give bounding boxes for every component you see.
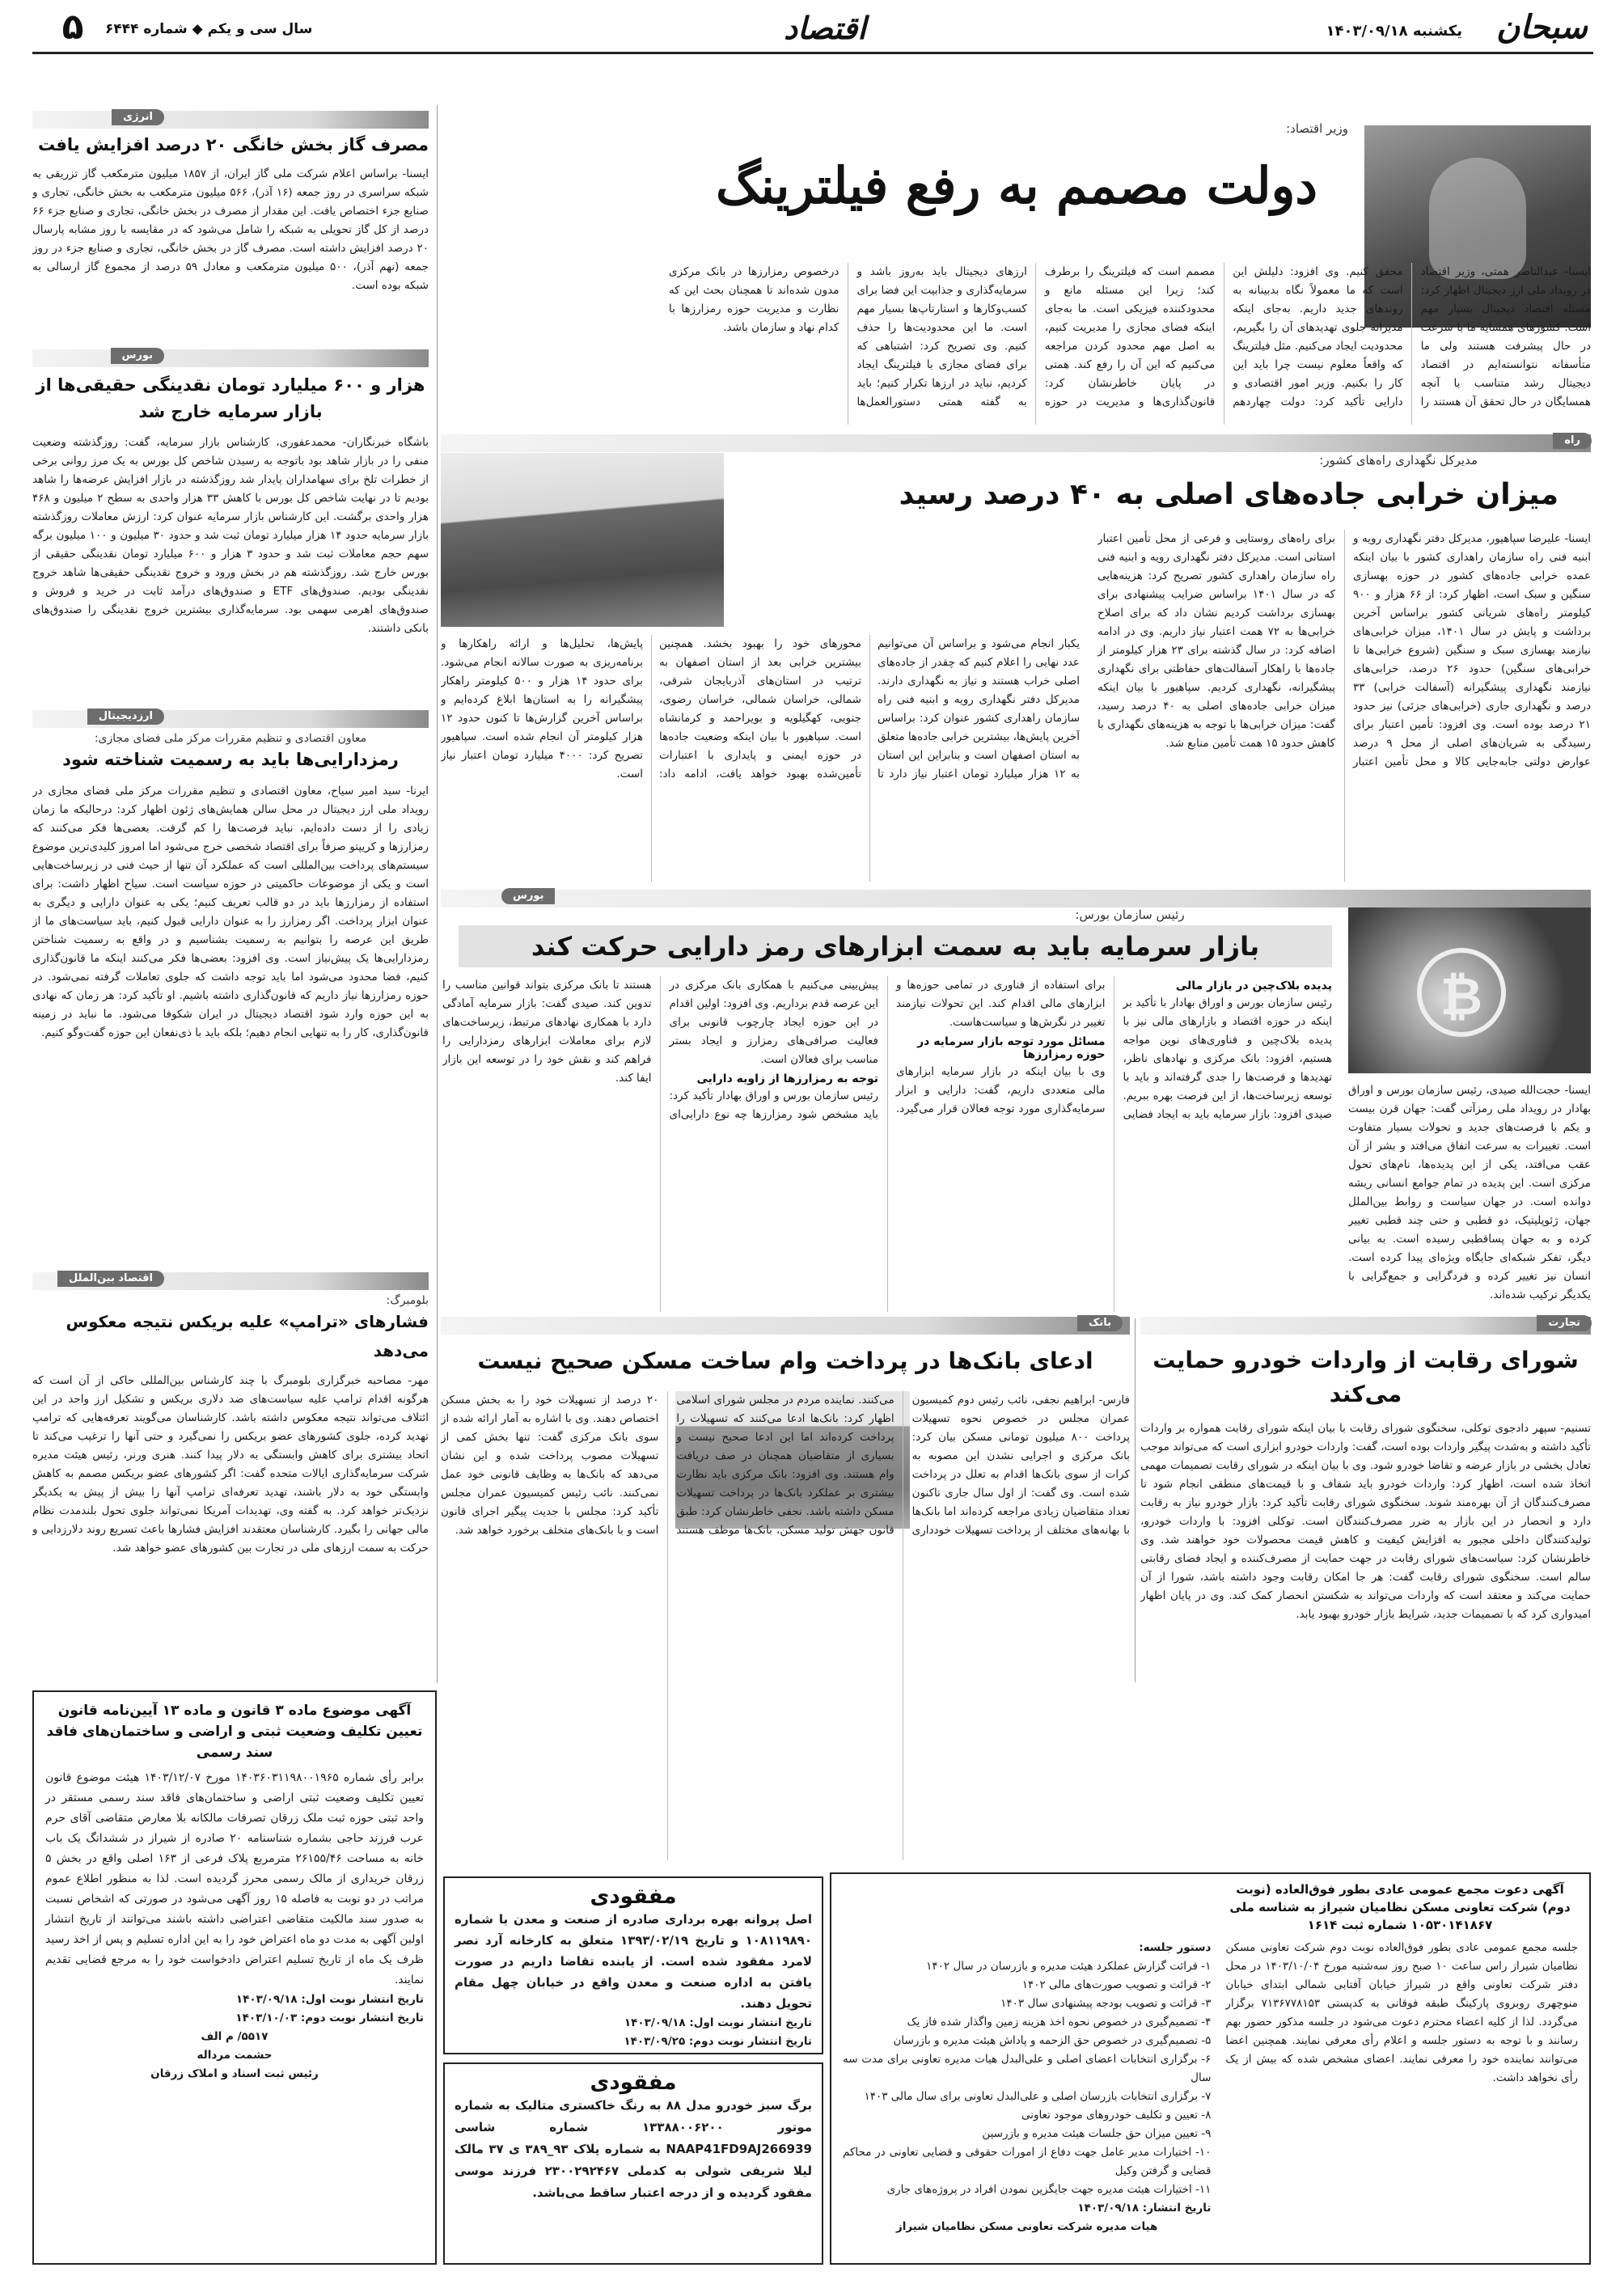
capital-kicker: رئیس سازمان بورس: [1075, 907, 1185, 922]
agenda-item: ۸- تعیین و تکلیف خودروهای موجود تعاونی [1021, 2109, 1212, 2122]
ad-lost-license-date-2: تاریخ انتشار نوبت دوم: ۱۴۰۳/۰۹/۲۵ [624, 2035, 812, 2048]
ad-lost-license-body: اصل پروانه بهره برداری صادره از صنعت و معدن با شماره ۱۰۸۱۱۹۸۹۰ و تاریخ ۱۳۹۳/۰۲/۱۹ متعلق به کارخانه آرد نصر لامرد مفقود شده است. از یابنده تقاضا داریم در صورت یافتن به اداره صنعت و معدن واقع در خیابان چهل مقام تحویل دهند. [455, 1912, 812, 2011]
capital-subhead-2: مسائل مورد توجه بازار سرمایه در حوزه رمزارزها [917, 1035, 1106, 1061]
masthead-logo: سبحان [1496, 10, 1588, 45]
trump-tag: اقتصاد بین‌الملل [57, 1271, 164, 1287]
person-silhouette-icon [1429, 158, 1526, 279]
trump-body: مهر- مصاحبه خبرگزاری بلومبرگ با چند کارشناس بین‌المللی حاکی از آن است که هرگونه اقدام ترامپ علیه سیاست‌های ضد دلاری بریکس و تشکیل ارز واحد در این ائتلاف می‌تواند نتیجه معکوس داشته باشد. کارشناسان می‌گویند تعرفه‌هایی که ترامپ تهدید کرده، جلوی کشورهای عضو بریکس را نمی‌گیرد و حتی آنها را ترغیب می‌کند تا اتحاد بیشتری برای کاهش وابستگی به دلار پیدا کنند. هنری ورنر، رئیس هیئت مدیره شرکت سرمایه‌گذاری ایالات متحده گفت: اگر کشورهای عضو بریکس مصمم به کاهش وابستگی خود به دلار باشند، تهدید تعرفه‌ای ترامپ آنها را بیش از پیش به یکدیگر نزدیک‌تر خواهد کرد. به گفته وی، تهدیدات آمریکا نمی‌تواند جلوی تحول بلندمدت نظام مالی جهانی را بگیرد. کارشناسان معتقدند افزایش فشارها باعث تسریع روند دلارزدایی و حرکت به سمت ارزهای ملی در تجارت بین کشورهای عضو خواهد شد. [32, 1374, 429, 1555]
cryptoreg-title: رمزدارایی‌ها باید به رسمیت شناخته شود [62, 750, 399, 769]
cars-tag: تجارت [1537, 1315, 1592, 1331]
housing-tagbar [441, 1317, 1130, 1335]
cars-divider [1135, 1318, 1136, 1682]
housing-title: ادعای بانک‌ها در پرداخت وام ساخت مسکن صحیح نیست [477, 1347, 1093, 1374]
agenda-item: ۹- تعیین میزان حق جلسات هیئت مدیره و بازرسین [982, 2127, 1212, 2140]
ad-land-date-2: تاریخ انتشار نوبت دوم: ۱۴۰۳/۱۰/۰۳ [235, 2012, 424, 2024]
liquidity-tag: بورس [111, 348, 164, 364]
masthead-date: یکشنبه ۱۴۰۳/۰۹/۱۸ [1326, 23, 1462, 40]
liquidity-article [32, 372, 429, 700]
ad-land-signer: حشمت مرداله [197, 2049, 273, 2062]
capital-tag: بورس [501, 888, 555, 904]
capital-sub1-body: رئیس سازمان بورس و اوراق بهادار با تأکید بر اینکه در حوزه اقتصاد و بازارهای مالی نیز با پدیده بلاک‌چین و فناوری‌های نوین مواجه هستیم، افزود: بانک مرکزی و نهادهای ناظر، تهدیدها و فرصت‌ها را جدی گرفته‌اند و باید با توسعه زیرساخت‌ها، از این فرصت بهره ببریم. صیدی افزود: بازار سرمایه باید به ایجاد فضایی برای استفاده از فناوری در تمامی حوزه‌ها و ابزارهای مالی اقدام کند. این تحولات نیازمند تغییر در نگرش‌ها و سیاست‌هاست. [896, 979, 1332, 1121]
ad-assembly-signer: هیات مدیره شرکت تعاونی مسکن نظامیان شیراز [895, 2220, 1158, 2233]
masthead-section-title: اقتصاد [784, 10, 866, 46]
ad-lost-car-title: مفقودی [590, 2071, 677, 2095]
trump-title: فشارهای «ترامپ» علیه بریکس نتیجه معکوس می‌دهد [66, 1312, 429, 1360]
agenda-item: ۱۰- اختیارات مدیر عامل جهت دفاع از امورات حقوقی و قضایی تعاونی در محاکم قضایی و گرفتن وکیل [843, 2146, 1212, 2177]
gas-article [32, 131, 429, 337]
capital-article [441, 907, 1591, 1312]
page-number: ۵ [61, 6, 84, 48]
road-tag: راه [1553, 433, 1592, 449]
road-tagbar [441, 434, 1591, 452]
cryptoreg-body: ایرنا- سید امیر سیاح، معاون اقتصادی و تنظیم مقررات مرکز ملی فضای مجازی در رویداد ملی ارز دیجیتال در محل سالن همایش‌های ژئون اظهار کرد: درحالیکه ما زمان زیادی را از دست داده‌ایم، نباید فرصت‌ها را کم گرفت. بعضی‌ها فکر می‌کنند که رمزارزها و کریپتو صرفاً برای اقتصاد شخصی خرج می‌شود اما امروز کلیدی‌ترین موضوع سیستم‌های پرداخت بین‌المللی است که عملکرد آن تنها از حیث فنی در زیرساخت‌هایی است و یکی از موضوعات حاکمیتی در حوزه سیاست است. سیاح اظهار داشت: برای استفاده از رمزارزها باید در دو قالب تعریف کنیم؛ یکی به عنوان دارایی و دیگری به عنوان ابزار پرداخت. اگر رمزارز را به عنوان دارایی قبول کنیم، باید سیاست‌های ما از طریق این عرصه را بتوانیم به رسمیت بشناسیم و در واقع به رسمیت شناختن رمزدارایی‌ها یک پیش‌نیاز است. وی افزود: بعضی‌ها فکر می‌کنند اینکه ما قانون‌گذاری کنیم، فضا محدود می‌شود اما باید توجه داشت که جلوی تعاملات گرفته نمی‌شود. در حوزه رمزارزها نیاز داریم که قانون‌گذاری داشته باشیم. او تأکید کرد: هر زمان که نهادی به این حوزه وارد شود اقتصاد دیجیتال در ایران شکوفا می‌شود. ما نباید در زمینه قانون‌گذاری، کار را به تنهایی انجام دهیم؛ بلکه باید با ذی‌نفعان این حوزه گفت‌وگو کنیم. [32, 785, 429, 1039]
bitcoin-icon: ₿ [1417, 948, 1506, 1037]
agenda-item: ۴- تصمیم‌گیری در خصوص نحوه اخذ هزینه زمین واگذار شده فاز یک [907, 2016, 1212, 2029]
liquidity-body: باشگاه خبرنگاران- محمدعفوری، کارشناس بازار سرمایه، گفت: روزگذشته وضعیت منفی را در بازار شاهد بود باتوجه به رسیدن شاخص کل بورس به یک مرز روانی برخی از خطرات تلخ برای سهامداران پایدار شد روزگذشته در بازار افزایش عرضه‌ها را شاهد بودیم تا در نهایت شاخص کل بورس با کاهش ۳۳ هزار واحدی به سطح ۲ میلیون و ۴۶۸ هزار واحدی برگشت. این کارشناس بازار سرمایه عنوان کرد: ارزش معاملات روزگذشته بازار سرمایه حدود ۱۴ هزار میلیارد تومان ثبت شد و حدود ۳۰ میلیون و ۱۰۰ میلیون برگه سهم حجم معاملات ثبت شد و حدود ۳ هزار و ۶۰۰ میلیارد تومان نقدینگی حقیقی از بورس خارج شد. روزگذشته هم در بخش ورود و خروج نقدینگی حقیقی‌ها شاهد خروج نقدینگی بودیم. صندوق‌های ETF و صندوق‌های درآمد ثابت در خرید و فروش و صندوق‌های اهرمی سهمی بود. سرمایه‌گذاری بیشترین خروج نقدینگی را صندوق‌های بانکی داشتند. [32, 436, 429, 635]
lead-title: دولت مصمم به رفع فیلترینگ [715, 156, 1318, 215]
ad-land-title: آگهی موضوع ماده ۳ قانون و ماده ۱۳ آیین‌نامه قانون تعیین تکلیف وضعیت ثبتی و اراضی و ساختمان‌های فاقد سند رسمی [46, 1703, 423, 1761]
masthead-rule [32, 52, 1593, 54]
ad-land-signer-title: رئیس ثبت اسناد و املاک زرقان [150, 2067, 319, 2080]
cars-title: شورای رقابت از واردات خودرو حمایت می‌کند [1152, 1347, 1579, 1407]
road-kicker: مدیرکل نگهداری راه‌های کشور: [1319, 453, 1478, 467]
road-body: ایسنا- علیرضا سپاهیور، مدیرکل دفتر نگهداری رویه و ابنیه فنی راه سازمان راهداری کشور با بیان اینکه عمده خرابی جاده‌های کشور در حوزه بهسازی سنگین و سبک است، اظهار کرد: از ۶۶ هزار و ۹۰۰ کیلومتر راه‌های شریانی کشور براساس آخرین برداشت و پایش در سال ۱۴۰۱، میزان خرابی‌های نیازمند بهسازی سبک و سنگین (شروع خرابی‌ها تا خرابی‌های سنگین) حدود ۲۶ درصد، خرابی‌های نیازمند نگهداری پیشگیرانه (آسفالت خرابی) ۳۳ درصد و نگهداری جاری (خرابی‌های جزئی) نیز حدود ۲۱ درصد بوده است. وی افزود: تأمین اعتبار برای رسیدگی به شریان‌های اصلی از محل ۹ درصد عوارض دولتی جابه‌جایی کالا و محل تأمین اعتبار برای راه‌های روستایی و فرعی از محل تأمین اعتبار استانی است. مدیرکل دفتر نگهداری رویه و ابنیه فنی راه سازمان راهداری کشور تصریح کرد: هزینه‌هایی که در سال ۱۴۰۱ براساس ضرایب پیشنهادی برای بهسازی برداشت کردیم نشان داد که برای اصلاح خرابی‌ها به ۷۲ همت اعتبار نیاز داریم. وی در ادامه اضافه کرد: در سال گذشته برای ۲۳ هزار کیلومتر از جاده‌ها با راهکار آسفالت‌های حفاظتی برای نگهداری پیشگیرانه، نگهداری کردیم. سپاهیور با بیان اینکه میزان خرابی جاده‌های اصلی به ۴۰ درصد رسید، گفت: میزان خرابی‌ها با توجه به هزینه‌های نگهداری با کاهش حدود ۱۵ همت تأمین منابع شد. [1097, 532, 1591, 768]
capital-sub2-body: وی با بیان اینکه در بازار سرمایه ابزارهای مالی متعددی داریم، گفت: دارایی و ابزار سرمایه‌گذاری مورد توجه فعالان قرار می‌گیرد. پیش‌بینی می‌کنیم با همکاری بانک مرکزی در این عرصه قدم برداریم. وی افزود: اولین اقدام در این حوزه ایجاد چارچوب قانونی برای فعالیت صرافی‌های رمزارز و ایجاد بستر مناسب برای فعالان است. [669, 979, 1106, 1115]
ad-lost-car-body: برگ سبز خودرو مدل ۸۸ به رنگ خاکستری متالیک به شماره موتور ۱۳۳۸۸۰۰۶۲۰۰ شماره شاسی NAAP41FD9AJ266939 به شماره پلاک ۹۳_۳۸۹ ی ۳۷ مالک لیلا شریفی شولی به کدملی ۲۳۰۰۲۹۲۴۶۷ فرزند موسی مفقود گردیده و از درجه اعتبار ساقط می‌باشد. [455, 2098, 813, 2200]
agenda-item: ۵- تصمیم‌گیری در خصوص حق الزحمه و پاداش هیئت مدیره و بازرسان [893, 2034, 1212, 2047]
lead-body: ایسنا- عبدالناصر همتی، وزیر اقتصاد در رویداد ملی ارز دیجیتال اظهار کرد: مسئله اقتصاد دیجیتال بسیار مهم است. کشورهای همسایه ما با سرعت در حال پیشرفت هستند ولی ما متأسفانه نتوانسته‌ایم در اقتصاد دیجیتال رشد متناسب با آنچه همسایگان در حال تحقق آن هستند را محقق کنیم. وی افزود: دلیلش این است که ما معمولاً نگاه بدبینانه به روندهای جدید داریم. به‌جای اینکه مدیرانه جلوی تهدیدهای آن را بگیریم، محدودیت ایجاد می‌کنیم. مثل فیلترینگ که واقعاً معلوم نیست چرا باید این کار را بکنیم. وزیر امور اقتصادی و دارایی تأکید کرد: دولت چهاردهم مصمم است که فیلترینگ را برطرف کند؛ زیرا این مسئله مانع و محدودکننده فیزیکی است. ما به‌جای اینکه فضای مجازی را مدیریت کنیم، به اصل مهم محدود کردن مراجعه می‌کنیم که این آن را رفع کند. همتی در پایان خاطرنشان کرد: قانون‌گذاری‌ها و مدیریت در حوزه ارزهای دیجیتال باید به‌روز باشد و سرمایه‌گذاری و جذابیت این فضا برای کسب‌وکارها و استارتاپ‌ها بسیار مهم است. ما این محدودیت‌ها را حذف کنیم. وی تصریح کرد: اشتباهی که برای فضای مجازی با فیلترینگ ایجاد کردیم، نباید در ارزها تکرار کنیم؛ باید به گفته همتی دستورالعمل‌ها درخصوص رمزارزها در بانک مرکزی مدون شده‌اند تا همچنان بحث این که نظارت و مدیریت حوزه رمزارزها با کدام نهاد و سازمان باشد. [669, 265, 1591, 408]
cars-article [1140, 1339, 1591, 1682]
cars-body: تسنیم- سپهر دادجوی توکلی، سخنگوی شورای رقابت با بیان اینکه شورای رقابت همواره بر واردات تأکید داشته و به‌شدت پیگیر واردات بوده است، گفت: واردات خودرو ابزاری است که می‌تواند موجب تعادل بخشی در بازار عرضه و تقاضا خودرو شود. وی با بیان اینکه در شورای رقابت تصمیمات مهمی اتخاذ شده است، اظهار کرد: واردات خودرو باید شفاف و با قیمت‌های منطقی انجام شود تا مصرف‌کنندگان از آن بهره‌مند شوند. سخنگوی شورای رقابت تأکید کرد: بازار خودرو نیاز به رقابت دارد و انحصار در این بازار به ضرر مصرف‌کنندگان است. توکلی افزود: با واردات خودرو، تولیدکنندگان داخلی مجبور به افزایش کیفیت و کاهش قیمت محصولات خود خواهند شد. وی خاطرنشان کرد: سیاست‌های شورای رقابت در جهت حمایت از مصرف‌کننده و ایجاد فضای رقابتی سالم است. سخنگوی شورای رقابت گفت: هر جا امکان رقابت وجود داشته باشد، شورا از آن حمایت می‌کند و معتقد است که واردات می‌تواند به شکستن انحصار کمک کند. وی در پایان اظهار امیدواری کرد که با تصمیمات جدید، شرایط بازار خودرو بهبود یابد. [1140, 1422, 1591, 1621]
agenda-item: ۱- قرائت گزارش عملکرد هیئت مدیره و بازرسان در سال ۱۴۰۲ [926, 1960, 1212, 1973]
cryptoreg-kicker: معاون اقتصادی و تنظیم مقررات مرکز ملی فضای مجازی: [94, 732, 367, 745]
gas-tagbar [32, 111, 429, 129]
ad-assembly-body: جلسه مجمع عمومی عادی بطور فوق‌العاده نوبت دوم شرکت تعاونی مسکن نظامیان شیراز راس ساعت ۱۰ صبح روز سه‌شنبه مورخ ۱۴۰۳/۱۰/۰۴ در محل دفتر شرکت تعاونی واقع در شیراز خیابان آفتابی شمالی ابتدای خیابان منوچهری روبروی پارکینگ طبقه فوقانی به کدپستی ۷۱۳۶۷۷۸۱۵۳ برگزار می‌گردد. لذا از کلیه اعضاء محترم دعوت می‌شود در جلسه مذکور حضور بهم رسانند و با توجه به دستور جلسه و اعلام رأی معرفی نمایند. همچنین اعضا می‌توانند نماینده خود را معرفی نمایند. اعضای مشخص شده که بیش از یک رأی نخواهد داشت. [1225, 1941, 1578, 2084]
masthead-issue: سال سی و یکم ◆ شماره ۶۴۴۴ [105, 21, 313, 37]
capital-photo [1348, 907, 1591, 1073]
cryptoreg-tag: ارزدیجیتال [87, 709, 164, 725]
road-article [441, 453, 1591, 886]
road-photo [441, 453, 724, 627]
housing-article [441, 1339, 1130, 1864]
ad-land-date-1: تاریخ انتشار نوبت اول: ۱۴۰۳/۰۹/۱۸ [235, 1993, 424, 2006]
agenda-item: ۷- برگزاری انتخابات بازرسان اصلی و علی‌البدل تعاونی برای سال مالی ۱۴۰۳ [864, 2090, 1212, 2103]
ad-lost-license-title: مفقودی [590, 1885, 677, 1909]
cars-tagbar [1140, 1317, 1591, 1335]
agenda-item: ۳- قرائت و تصویب بودجه پیشنهادی سال ۱۴۰۳ [1000, 1997, 1212, 2010]
ad-assembly-agenda [843, 1939, 1211, 2236]
capital-columns [442, 976, 1332, 1312]
gas-title: مصرف گاز بخش خانگی ۲۰ درصد افزایش یافت [37, 135, 429, 154]
agenda-item: ۲- قرائت و تصویب صورت‌های مالی ۱۴۰۲ [1021, 1978, 1212, 1991]
ad-assembly-box [830, 1872, 1591, 2265]
trump-article [32, 1294, 429, 1682]
trump-kicker: بلومبرگ: [386, 1294, 429, 1307]
housing-tag: بانک [1077, 1315, 1123, 1331]
ad-land-body: برابر رأی شماره ۱۴۰۳۶۰۳۱۱۹۸۰۰۱۹۶۵ مورخ ۱۴۰۳/۱۲/۰۷ هیئت موضوع قانون تعیین تکلیف وضعیت ثبتی اراضی و ساختمان‌های فاقد سند رسمی مستقر در واحد ثبتی حوزه ثبت ملک زرقان تصرفات مالکانه بلا معارض متقاضی آقای حرم عرب فرزند حاجی بشماره شناسنامه ۲۰ صادره از شیراز در ششدانگ یک باب خانه به مساحت ۲۶۱۵۵/۴۶ مترمربع پلاک فرعی از ۱۶۳ اصلی واقع در بخش ۵ زرقان خریداری از مالک رسمی محرز گردیده است. لذا به منظور اطلاع عموم مراتب در دو نوبت به فاصله ۱۵ روز آگهی می‌شود در صورتی که اشخاص نسبت به صدور سند مالکیت متقاضی اعتراضی داشته باشند می‌توانند از تاریخ انتشار اولین آگهی به مدت دو ماه اعتراض خود را به این اداره تسلیم و پس از اخذ رسید ظرف یک ماه از تاریخ تسلیم اعتراض دادخواست خود را به مرجع قضایی تقدیم نمایند. [45, 1771, 425, 1986]
ad-assembly-agenda-title: دستور جلسه: [1139, 1941, 1212, 1954]
lead-article [441, 109, 1591, 429]
capital-sub3-body: رئیس سازمان بورس و اوراق بهادار تأکید کرد: باید مشخص شود رمزارزها چه نوع دارایی‌ای هستند تا بانک مرکزی بتواند قوانین مناسب را تدوین کند. صیدی گفت: بازار سرمایه آمادگی دارد با همکاری نهادهای مرتبط، زیرساخت‌های لازم برای معاملات ابزارهای رمزدارایی را فراهم کند و نقش خود را در توسعه این بازار ایفا کند. [442, 979, 878, 1121]
housing-body: فارس- ابراهیم نجفی، نائب رئیس دوم کمیسیون عمران مجلس در خصوص نحوه تسهیلات پرداخت ۸۰۰ میلیون تومانی مسکن بیان کرد: بانک مرکزی و اجرایی نشدن این مصوبه به کرات از سوی بانک‌ها اقدام به تعلل در پرداخت شده است. وی گفت: از اول سال جاری تاکنون تعداد متقاضیان زیادی مراجعه کرده‌اند اما بانک‌ها با بهانه‌های مختلف از پرداخت تسهیلات خودداری می‌کنند. نماینده مردم در مجلس شورای اسلامی اظهار کرد: بانک‌ها ادعا می‌کنند که تسهیلات را پرداخت کرده‌اند اما این ادعا صحیح نیست و بسیاری از متقاضیان همچنان در صف دریافت وام هستند. وی افزود: بانک مرکزی باید نظارت بیشتری بر عملکرد بانک‌ها در پرداخت تسهیلات مسکن داشته باشد. نجفی خاطرنشان کرد: طبق قانون جهش تولید مسکن، بانک‌ها موظف هستند ۲۰ درصد از تسهیلات خود را به بخش مسکن اختصاص دهند. وی با اشاره به آمار ارائه شده از سوی بانک مرکزی گفت: تنها بخش کمی از تسهیلات مصوب پرداخت شده و این نشان می‌دهد که بانک‌ها به وظایف قانونی خود عمل نمی‌کنند. نائب رئیس کمیسیون عمران مجلس تأکید کرد: مجلس با جدیت پیگیر اجرای قانون است و با بانک‌های متخلف برخورد خواهد شد. [441, 1394, 1130, 1537]
ad-assembly-title: آگهی دعوت مجمع عمومی عادی بطور فوق‌العاده (نوبت دوم) شرکت تعاونی مسکن نظامیان شیراز به شناسه ملی ۱۰۵۳۰۱۴۱۸۶۷ شماره ثبت ۱۶۱۴ [1229, 1882, 1571, 1932]
capital-body: ایسنا- حجت‌الله صیدی، رئیس سازمان بورس و اوراق بهادار در رویداد ملی رمزآتی گفت: جهان قرن بیست و یکم با فرصت‌های جدید و تحولات بسیار متفاوت است. تغییرات به سرعت اتفاق می‌افتد و بشر از آن عقب می‌افتد، یکی از این پدیده‌ها، نام‌های تحول مرکزی است. این پدیده در تمام جوامع انسانی ریشه دوانده است. در جهان سیاست و روابط بین‌الملل جهان، ژئوپلیتیک، دو قطبی و حتی چند قطبی تغییر کرده و به جهان پسا‌قطبی رسیده است. به بیانی دیگر، تفکر شبکه‌ای جایگاه ویژه‌ای پیدا کرده است. انسان نیز تغییر کرده و فردگرایی و جمع‌گرایی با یکدیگر ترکیب شده‌اند. [1348, 1084, 1591, 1301]
left-column-divider [437, 105, 438, 1682]
gas-body: ایسنا- براساس اعلام شرکت ملی گاز ایران، از ۱۸۵۷ میلیون مترمکعب گاز تزریقی به شبکه سراسری در روز جمعه (۱۶ آذر)، ۵۶۶ میلیون مترمکعب به بخش خانگی، تجاری و صنایع جزء اختصاص یافت. این مقدار از مصرف در بخش خانگی، تجاری و صنایع جزء ۶۶ درصد از کل گاز تحویلی به شبکه را شامل می‌شود که در مقایسه با روز مشابه پارسال ۲۰ درصد افزایش داشته است. مصرف گاز در بخش خانگی، تجاری و صنایع جزء در روز جمعه (نهم آذر)، ۵۰۰ میلیون مترمکعب و معادل ۵۹ درصد از مجموع گاز ارسالی به شبکه بوده است. [32, 167, 429, 292]
gas-tag: انرژی [112, 109, 164, 125]
ad-land-code: ۵۵۱۷/ م الف [201, 2030, 269, 2043]
ad-land-box [32, 1690, 437, 2265]
road-title: میزان خرابی جاده‌های اصلی به ۴۰ درصد رسید [899, 478, 1558, 511]
capital-subhead-3: توجه به رمزارزها از زاویه دارایی [696, 1072, 878, 1085]
cryptoreg-article [32, 732, 429, 1262]
liquidity-tagbar [32, 349, 429, 367]
road-body-2: یکبار انجام می‌شود و براساس آن می‌توانیم عدد نهایی را اعلام کنیم که چقدر از جاده‌های اصلی خراب هستند و نیاز به نگهداری دارند. مدیرکل دفتر نگهداری رویه و ابنیه فنی راه سازمان راهداری کشور عنوان کرد: براساس آخرین پایش‌ها، بیشترین خرابی جاده‌ها متعلق به استان اصفهان است و بنابراین این استان به ۱۲ هزار میلیارد تومان اعتبار نیاز دارد تا محورهای خود را بهبود بخشد. همچنین بیشترین خرابی بعد از استان اصفهان به ترتیب در استان‌های آذربایجان شرقی، شمالی، خراسان شمالی، خراسان رضوی، جنوبی، کهگیلویه و بویراحمد و کرمانشاه است. سپاهیور با بیان اینکه وضعیت جاده‌ها در حوزه ایمنی و پایداری با اعتبارات تأمین‌شده بهبود خواهد یافت، ادامه داد: پایش‌ها، تحلیل‌ها و ارائه راهکارها و برنامه‌ریزی به صورت سالانه انجام می‌شود. برای حدود ۱۴ هزار و ۵۰۰ کیلومتر راهکار پیشگیرانه را به استان‌ها ابلاغ کرده‌ایم و براساس آخرین گزارش‌ها تا کنون حدود ۱۲ هزار کیلومتر آن انجام شده است. سپاهیور تصریح کرد: ۴۰۰۰ میلیارد تومان اعتبار نیاز است. [441, 637, 1080, 781]
ad-lost-car-box [443, 2062, 823, 2265]
agenda-item: ۱۱- اختیارات هیئت مدیره جهت جایگزین نمودن افراد در پروژه‌های جاری [886, 2183, 1212, 2196]
capital-title: بازار سرمایه باید به سمت ابزارهای رمز دارایی حرکت کند [459, 925, 1332, 967]
agenda-item: ۶- برگزاری انتخابات اعضای اصلی و علی‌البدل هیات مدیره تعاونی برای مدت سه سال [843, 2053, 1212, 2084]
ad-lost-license-date-1: تاریخ انتشار نوبت اول: ۱۴۰۳/۰۹/۱۸ [624, 2016, 812, 2029]
ad-lost-license-box [443, 1876, 823, 2054]
capital-subhead-1: پدیده بلاک‌چین در بازار مالی [1175, 979, 1332, 992]
lead-kicker: وزیر اقتصاد: [1286, 121, 1348, 136]
masthead [0, 0, 1624, 89]
capital-tagbar [441, 890, 1591, 907]
liquidity-title: هزار و ۶۰۰ میلیارد تومان نقدینگی حقیقی‌ها از بازار سرمایه خارج شد [36, 375, 425, 421]
ad-assembly-date: تاریخ انتشار: ۱۴۰۳/۰۹/۱۸ [1077, 2202, 1212, 2215]
